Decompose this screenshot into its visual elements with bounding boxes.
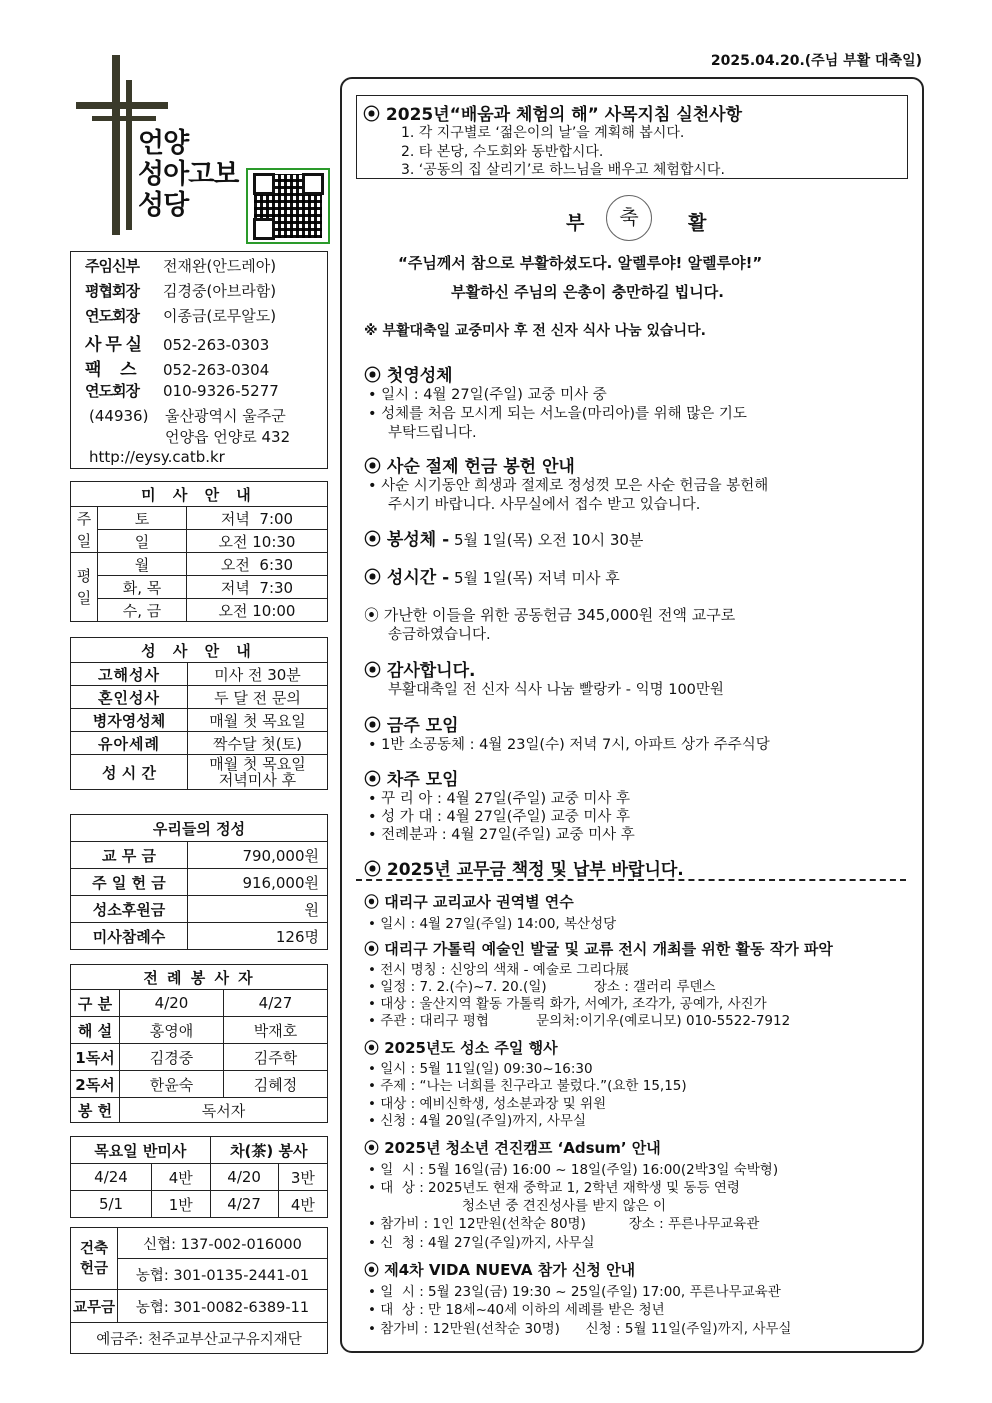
guide-item: 2. 타 본당, 수도회와 동반합시다. xyxy=(401,144,604,160)
mass-time: 오전 6:30 xyxy=(187,553,328,576)
info-label: 연도회장 xyxy=(85,307,139,325)
building-account-2: 농협: 301-0135-2441-01 xyxy=(118,1259,328,1290)
cross-icon xyxy=(112,55,120,235)
offering-name: 미사참례수 xyxy=(71,923,188,950)
info-label: 주임신부 xyxy=(85,257,139,275)
notice-this-week-title: ⦿ 금주 모임 xyxy=(364,716,459,736)
notice-holy-hour: ⦿ 성시간 - 5월 1일(목) 저녁 미사 후 xyxy=(364,568,620,588)
notice-line: • 대상 : 예비신학생, 성소분과장 및 위원 xyxy=(368,1096,607,1112)
mass-time: 오전 10:00 xyxy=(187,599,328,622)
info-label: 사 무 실 xyxy=(85,335,142,355)
notice-line: • 일정 : 7. 2.(수)~7. 20.(일) 장소 : 갤러리 루덴스 xyxy=(368,979,716,995)
zip-code: (44936) xyxy=(89,407,149,425)
celebration-seal-icon: 축 xyxy=(606,195,652,241)
servers-name: 한윤숙 xyxy=(120,1071,224,1098)
notice-lent-offering-title: ⦿ 사순 절제 헌금 봉헌 안내 xyxy=(364,457,575,477)
easter-title-2: 활 xyxy=(688,212,707,234)
sacrament-desc: 매월 첫 목요일 xyxy=(188,709,328,732)
parish-logo-text xyxy=(138,128,238,221)
offering-table-title: 우리들의 정성 xyxy=(71,815,328,842)
mass-schedule-table xyxy=(70,481,328,622)
info-value: 010-9326-5277 xyxy=(163,382,279,400)
logo-line-1: 언양 xyxy=(138,128,189,159)
notice-home-communion: ⦿ 봉성체 - 5월 1일(목) 오전 10시 30분 xyxy=(364,530,644,550)
notice-line: 청소년 중 견진성사를 받지 않은 이 xyxy=(462,1198,667,1214)
fax-number: 052-263-0304 xyxy=(163,361,270,379)
offering-value: 916,000원 xyxy=(188,869,328,896)
notice-line: • 참가비 : 1인 12만원(선착순 80명) 장소 : 푸른나무교육관 xyxy=(368,1216,760,1232)
notice-line: • 일시 : 5월 11일(일) 09:30~16:30 xyxy=(368,1061,593,1077)
church-tax-label: 교무금 xyxy=(71,1290,118,1323)
thursday-group: 4반 xyxy=(152,1164,211,1191)
building-fund-label: 건축 헌금 xyxy=(71,1228,118,1290)
sacrament-name: 병자영성체 xyxy=(71,709,188,732)
tea-service-head: 차(茶) 봉사 xyxy=(210,1137,327,1164)
offering-name: 교 무 금 xyxy=(71,842,188,869)
notice-line: • 전시 명칭 : 신앙의 색채 - 예술로 그리다展 xyxy=(368,962,629,978)
mass-day: 일 xyxy=(98,530,187,553)
notice-vida-nueva-title: ⦿ 제4차 VIDA NUEVA 참가 신청 안내 xyxy=(364,1261,636,1279)
mass-day: 수, 금 xyxy=(98,599,187,622)
notice-line: • 참가비 : 12만원(선착순 30명) 신청 : 5월 11일(주일)까지, 사무실 xyxy=(368,1321,792,1337)
sacrament-name: 혼인성사 xyxy=(71,686,188,709)
notice-line: • 성체를 처음 모시게 되는 서노을(마리아)를 위해 많은 기도 xyxy=(368,406,747,422)
info-value: 이종금(로무알도) xyxy=(163,307,277,325)
notice-line: • 대 상 : 만 18세~40세 이하의 세례를 받은 청년 xyxy=(368,1302,665,1318)
sacrament-name: 성 시 간 xyxy=(71,755,188,790)
mass-time: 오전 10:30 xyxy=(187,530,328,553)
servers-name: 독서자 xyxy=(120,1098,328,1123)
notice-line: • 성 가 대 : 4월 27일(주일) 교중 미사 후 xyxy=(368,809,630,825)
notice-church-tax-title: ⦿ 2025년 교무금 책정 및 납부 바랍니다. xyxy=(364,860,684,880)
sacrament-table xyxy=(70,637,328,790)
servers-name: 김혜정 xyxy=(224,1071,328,1098)
address-line-1: 울산광역시 울주군 xyxy=(165,407,286,425)
servers-role: 해 설 xyxy=(71,1017,120,1044)
office-phone: 052-263-0303 xyxy=(163,336,270,354)
guide-title: ⦿ 2025년“배움과 체험의 해” 사목지침 실천사항 xyxy=(363,105,743,125)
servers-head: 구 분 xyxy=(71,990,120,1017)
notice-line: • 주관 : 대리구 평협 문의처:이기우(예로니모) 010-5522-7912 xyxy=(368,1013,791,1029)
servers-name: 홍영애 xyxy=(120,1017,224,1044)
accounts-table xyxy=(70,1227,328,1354)
thursday-mass-head: 목요일 반미사 xyxy=(71,1137,211,1164)
notice-line: 주시기 바랍니다. 사무실에서 접수 받고 있습니다. xyxy=(388,497,701,513)
parish-website-link[interactable]: http://eysy.catb.kr xyxy=(89,448,225,466)
sacrament-name: 유아세례 xyxy=(71,732,188,755)
easter-blessing: 부활하신 주님의 은총이 충만하길 빕니다. xyxy=(451,283,724,301)
address-line-2: 언양읍 언양로 432 xyxy=(165,428,291,446)
tea-date: 4/20 xyxy=(210,1164,278,1191)
section-divider xyxy=(356,879,906,881)
easter-meal-note: ※ 부활대축일 교중미사 후 전 신자 식사 나눔 있습니다. xyxy=(364,323,706,339)
notice-thanks-title: ⦿ 감사합니다. xyxy=(364,661,476,681)
offering-value: 126명 xyxy=(188,923,328,950)
tea-date: 4/27 xyxy=(210,1191,278,1218)
sacrament-desc: 매월 첫 목요일 저녁미사 후 xyxy=(188,755,328,790)
sacrament-name: 고해성사 xyxy=(71,663,188,686)
mass-time: 저녁 7:30 xyxy=(187,576,328,599)
guide-item: 1. 각 지구별로 ‘젊은이의 날’을 계획해 봅시다. xyxy=(401,125,685,141)
guide-item: 3. ‘공동의 집 살리기’로 하느님을 배우고 체험합시다. xyxy=(401,162,725,178)
offering-value: 원 xyxy=(188,896,328,923)
info-label: 팩 스 xyxy=(85,360,136,380)
servers-head: 4/20 xyxy=(120,990,224,1017)
mass-day: 화, 목 xyxy=(98,576,187,599)
notice-line: • 사순 시기동안 희생과 절제로 정성껏 모은 사순 헌금을 봉헌해 xyxy=(368,478,769,494)
mass-day: 월 xyxy=(98,553,187,576)
offering-table xyxy=(70,814,328,950)
mass-table-title: 미 사 안 내 xyxy=(71,482,328,507)
thursday-tea-table xyxy=(70,1136,328,1218)
notice-line: • 일시 : 4월 27일(주일) 교중 미사 중 xyxy=(368,387,607,403)
servers-role: 2독서 xyxy=(71,1071,120,1098)
thursday-group: 1반 xyxy=(152,1191,211,1218)
servers-name: 김주학 xyxy=(224,1044,328,1071)
notice-line: • 신청 : 4월 20일(주일)까지, 사무실 xyxy=(368,1113,587,1129)
info-label: 연도회장 xyxy=(85,382,139,400)
easter-title-1: 부 xyxy=(566,212,585,234)
cross-bar-icon xyxy=(76,102,168,109)
servers-role: 1독서 xyxy=(71,1044,120,1071)
notice-line: 송금하였습니다. xyxy=(388,627,491,643)
notice-line: • 신 청 : 4월 27일(주일)까지, 사무실 xyxy=(368,1235,595,1251)
thursday-date: 5/1 xyxy=(71,1191,152,1218)
servers-name: 김경중 xyxy=(120,1044,224,1071)
notice-line: • 대 상 : 2025년도 현재 중학교 1, 2학년 재학생 및 동등 연령 xyxy=(368,1180,740,1196)
thursday-date: 4/24 xyxy=(71,1164,152,1191)
servers-role: 봉 헌 xyxy=(71,1098,120,1123)
bulletin-date: 2025.04.20.(주님 부활 대축일) xyxy=(710,53,922,69)
mass-time: 저녁 7:00 xyxy=(187,507,328,530)
notice-line: 부탁드립니다. xyxy=(388,425,477,441)
notice-line: 부활대축일 전 신자 식사 나눔 빨랑카 - 익명 100만원 xyxy=(388,682,724,698)
sacrament-desc: 두 달 전 문의 xyxy=(188,686,328,709)
sacrament-desc: 짝수달 첫(토) xyxy=(188,732,328,755)
pastoral-guide-box xyxy=(356,95,908,179)
servers-head: 4/27 xyxy=(224,990,328,1017)
notice-line: • 대상 : 울산지역 활동 가톨릭 화가, 서예가, 조각가, 공예가, 사진가 xyxy=(368,996,767,1012)
cross-bar-icon-inner xyxy=(92,116,156,121)
church-tax-account: 농협: 301-0082-6389-11 xyxy=(118,1290,328,1323)
notice-line: • 주제 : “나는 너희를 친구라고 불렀다.”(요한 15,15) xyxy=(368,1078,687,1094)
notice-confirmation-camp-title: ⦿ 2025년 청소년 견진캠프 ‘Adsum’ 안내 xyxy=(364,1139,661,1157)
servers-name: 박재호 xyxy=(224,1017,328,1044)
offering-name: 성소후원금 xyxy=(71,896,188,923)
building-account-1: 신협: 137-002-016000 xyxy=(118,1228,328,1259)
info-label: 평협회장 xyxy=(85,282,139,300)
logo-line-3: 성당 xyxy=(138,190,189,221)
info-value: 전재완(안드레아) xyxy=(163,257,277,275)
notice-line: • 1반 소공동체 : 4월 23일(수) 저녁 7시, 아파트 상가 주주식당 xyxy=(368,737,770,753)
parish-info-box xyxy=(70,251,328,469)
notice-line: • 일 시 : 5월 16일(금) 16:00 ~ 18일(주일) 16:00(2박3일 숙박형) xyxy=(368,1162,779,1178)
sunday-label: 주 일 xyxy=(71,507,98,553)
tea-group: 4반 xyxy=(278,1191,327,1218)
qr-code-icon xyxy=(246,168,330,244)
easter-quote: “주님께서 참으로 부활하셨도다. 알렐루야! 알렐루야!” xyxy=(398,254,763,272)
servers-table-title: 전 례 봉 사 자 xyxy=(71,965,328,990)
liturgy-servers-table xyxy=(70,964,328,1123)
notice-poor-fund: ⦿ 가난한 이들을 위한 공동헌금 345,000원 전액 교구로 xyxy=(364,606,736,624)
notice-first-communion-title: ⦿ 첫영성체 xyxy=(364,366,453,386)
sacrament-table-title: 성 사 안 내 xyxy=(71,638,328,663)
notice-line: • 일시 : 4월 27일(주일) 14:00, 복산성당 xyxy=(368,916,617,932)
sacrament-desc: 미사 전 30분 xyxy=(188,663,328,686)
weekday-label: 평 일 xyxy=(71,553,98,622)
account-holder: 예금주: 천주교부산교구유지재단 xyxy=(71,1323,328,1354)
tea-group: 3반 xyxy=(278,1164,327,1191)
notice-catechist-title: ⦿ 대리구 교리교사 권역별 연수 xyxy=(364,893,574,911)
mass-day: 토 xyxy=(98,507,187,530)
offering-value: 790,000원 xyxy=(188,842,328,869)
notice-artist-title: ⦿ 대리구 가톨릭 예술인 발굴 및 교류 전시 개최를 위한 활동 작가 파악 xyxy=(364,940,833,958)
offering-name: 주 일 헌 금 xyxy=(71,869,188,896)
notice-line: • 일 시 : 5월 23일(금) 19:30 ~ 25일(주일) 17:00, 푸른나무교육관 xyxy=(368,1284,781,1300)
notice-vocation-title: ⦿ 2025년도 성소 주일 행사 xyxy=(364,1039,558,1057)
notice-next-week-title: ⦿ 차주 모임 xyxy=(364,770,459,790)
notice-line: • 꾸 리 아 : 4월 27일(주일) 교중 미사 후 xyxy=(368,791,630,807)
info-value: 김경중(아브라함) xyxy=(163,282,277,300)
logo-line-2: 성아고보 xyxy=(138,159,239,190)
notice-line: • 전례분과 : 4월 27일(주일) 교중 미사 후 xyxy=(368,827,635,843)
